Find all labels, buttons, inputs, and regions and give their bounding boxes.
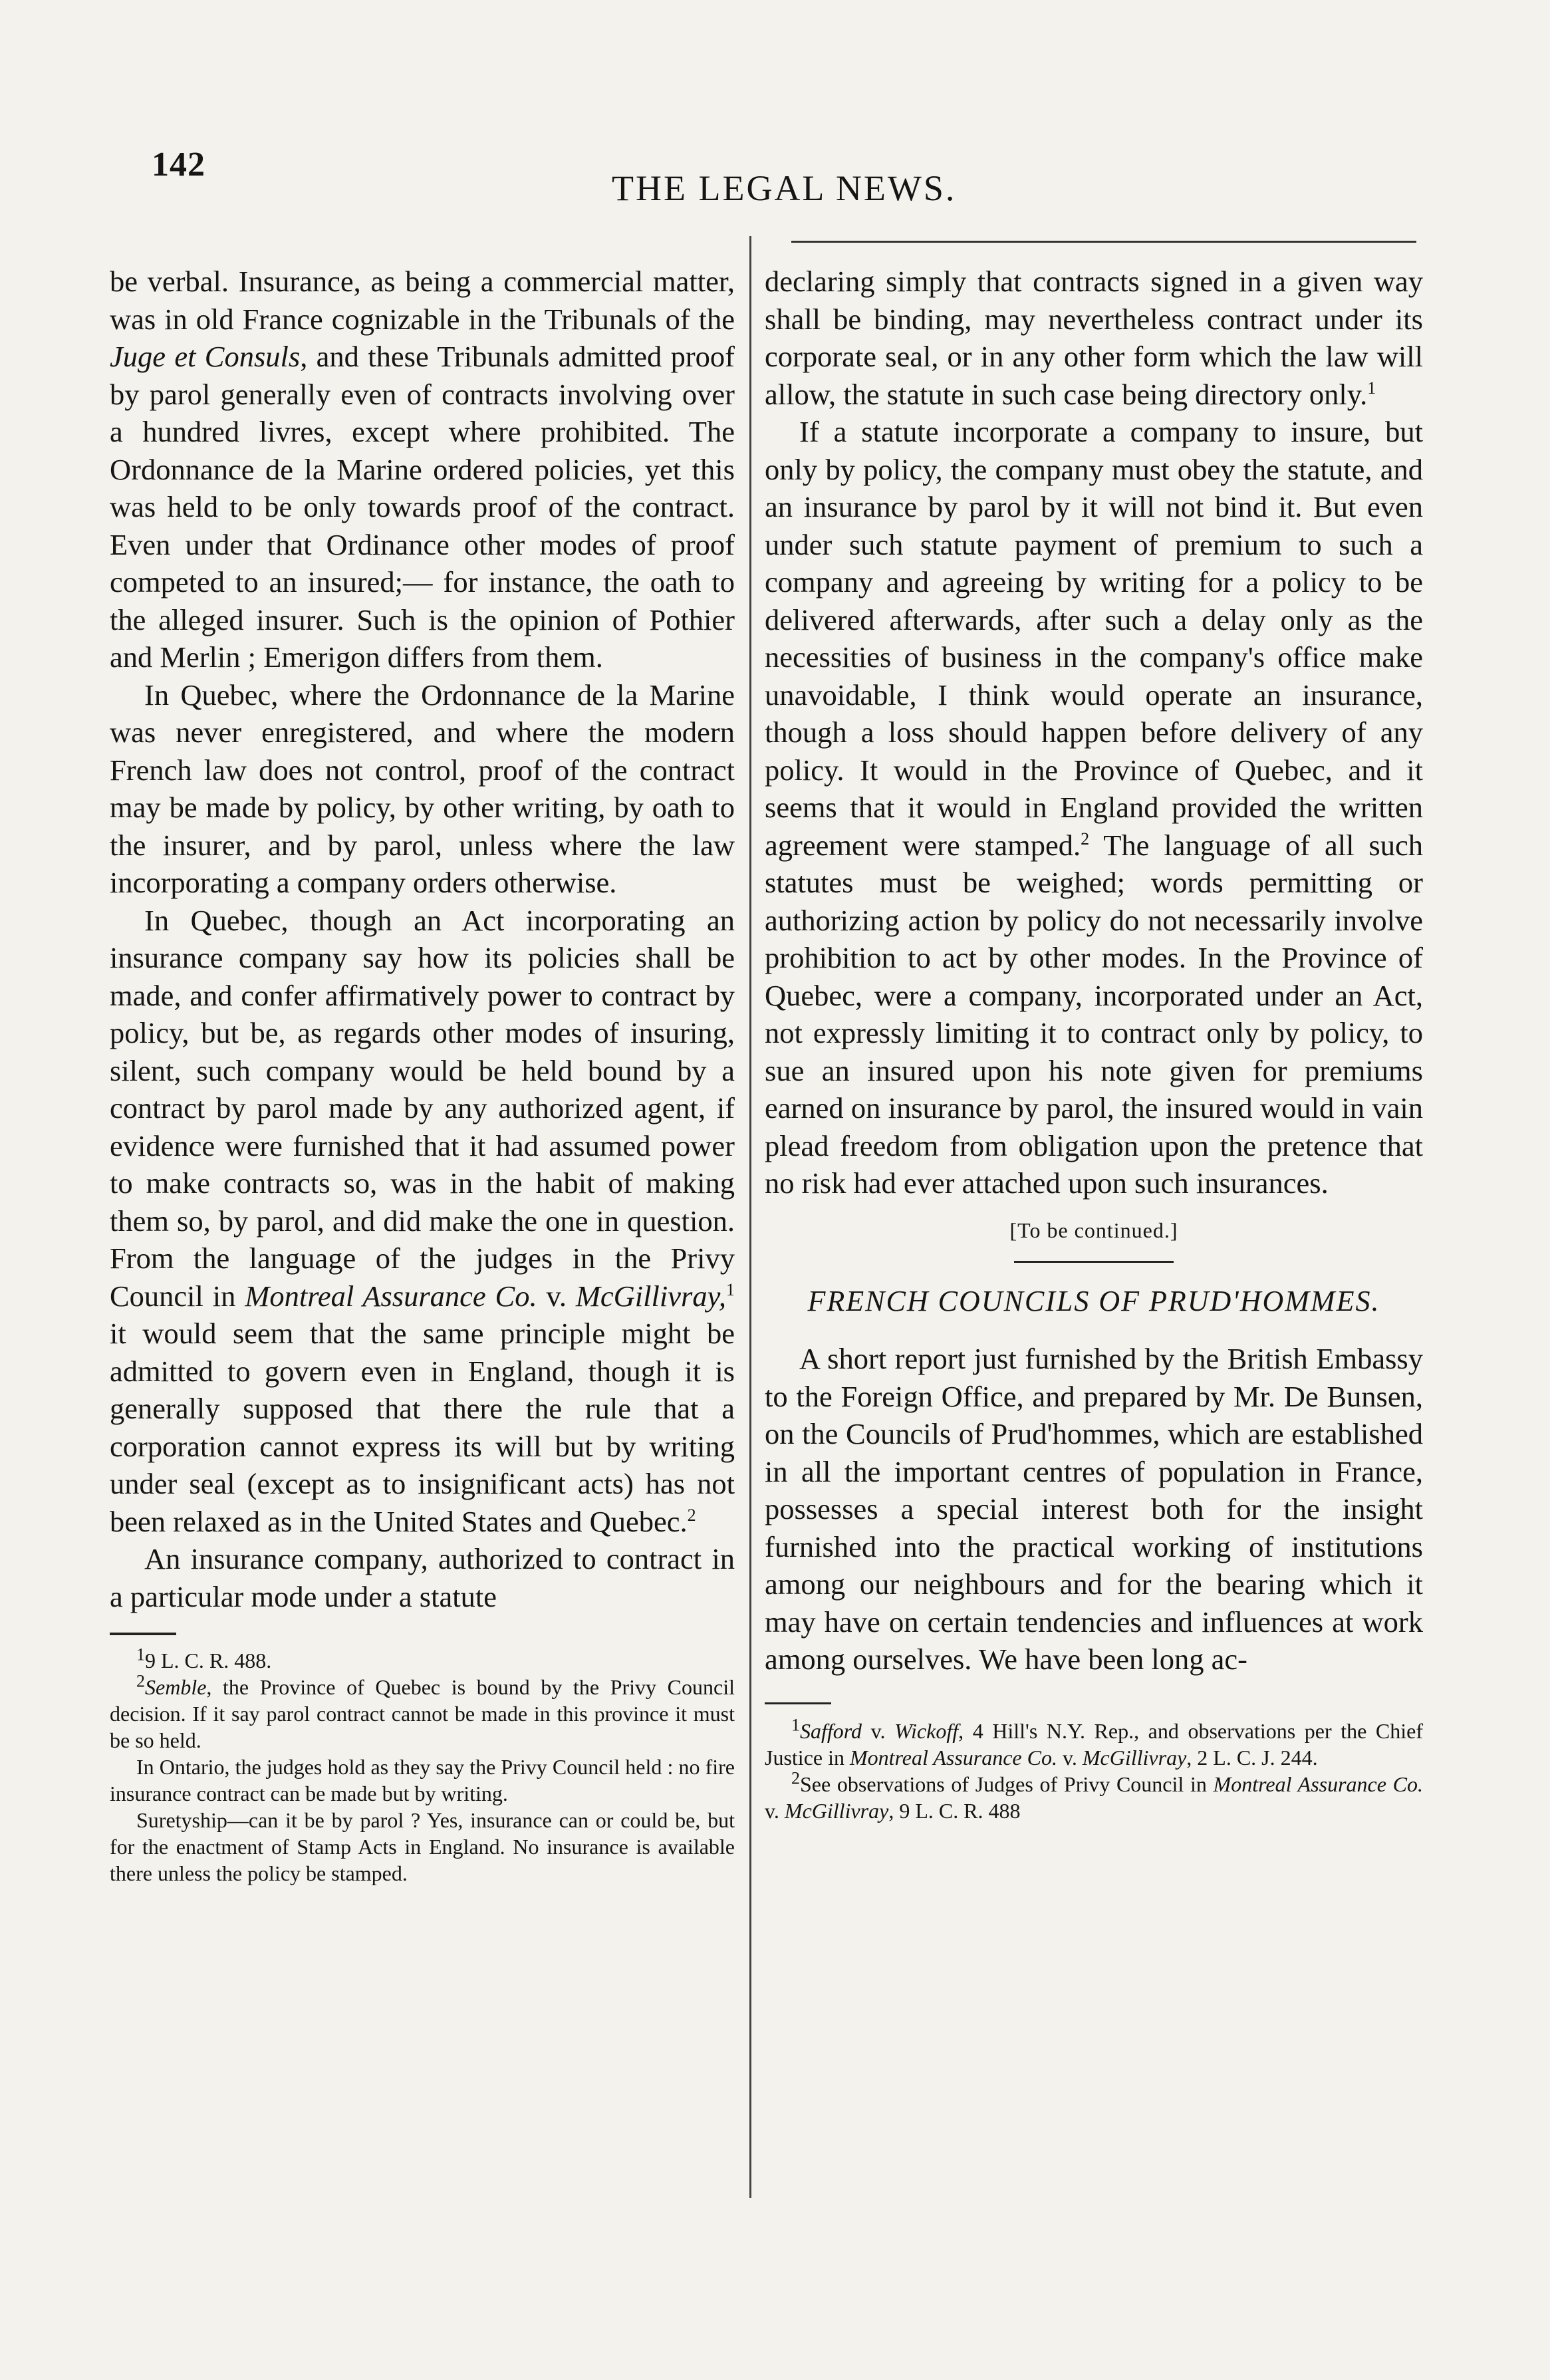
footnote-1: $^1$9 L. C. R. 488. xyxy=(136,1645,272,1672)
footnote-2-suretyship: Suretyship—can it be by parol ? Yes, insurance can or could be, but for the enactment of Stamp Acts in England. No insurance is available there unless the policy be stamped. xyxy=(110,1808,735,1885)
right-paragraph-3: A short report just furnished by the British Embassy to the Foreign Office, and prepared by Mr. De Bunsen, on the Councils of Prud'hommes, which are established in all the important centres of population in France, possesses a special interest both for the insight furnished into the practical working of institutions among our neighbours and for the bearing which it may have on certain tendencies and influences at work among ourselves. We have been long ac- xyxy=(765,1342,1423,1676)
right-paragraph-1: declaring simply that contracts signed in a given way shall be binding, may nevertheless contract under its corporate seal, or in any other form which the law will allow, the statute in such case being directory only.$^1$ xyxy=(765,265,1423,411)
right-footnote-1: $^1$Safford v. Wickoff, 4 Hill's N.Y. Rep., and observations per the Chief Justice in Montreal Assurance Co. v. McGillivray, 2 L. C. J. 244. xyxy=(765,1714,1424,1770)
page-number: 142 xyxy=(152,146,205,184)
right-column xyxy=(765,263,1423,1824)
footnote-rule-right xyxy=(765,1702,831,1704)
running-title: THE LEGAL NEWS. xyxy=(612,168,957,208)
section-heading: FRENCH COUNCILS OF PRUD'HOMMES. xyxy=(807,1285,1380,1317)
footnote-ref-2: 2 xyxy=(687,1505,696,1525)
left-paragraph-1: be verbal. Insurance, as being a commercial matter, was in old France cognizable in the Tribunals of the Juge et Consuls, and these Tribunals admitted proof by parol generally even of contracts involving over a hundred livres, except where prohibited. The Ordonnance de la Marine ordered policies, yet this was held to be only towards proof of the contract. Even under that Ordinance other modes of proof competed to an insured;— for instance, the oath to the alleged insurer. Such is the opinion of Pothier and Merlin ; Emerigon differs from them. xyxy=(110,265,735,674)
footnote-2-ontario: In Ontario, the judges hold as they say the Privy Council held : no fire insurance contract can be made but by writing. xyxy=(110,1755,735,1805)
footnote-2: $^2$Semble, the Province of Quebec is bound by the Privy Council decision. If it say parol contract cannot be made in this province it must be so held. xyxy=(110,1671,735,1752)
right-footnotes xyxy=(765,1714,1424,1824)
left-paragraph-4: An insurance company, authorized to contract in a particular mode under a statute xyxy=(110,1542,735,1613)
right-footnote-2: $^2$See observations of Judges of Privy Council in Montreal Assurance Co. v. McGillivray, 9 L. C. R. 488 xyxy=(765,1768,1424,1823)
footnote-ref-1: 1 xyxy=(726,1279,735,1299)
left-paragraph-2: In Quebec, where the Ordonnance de la Marine was never enregistered, and where the modern French law does not control, proof of the contract may be made by policy, by other writing, by oath to the insurer, and by parol, unless where the law incorporating a company orders otherwise. xyxy=(110,678,735,899)
column-divider xyxy=(749,236,751,2198)
left-paragraph-3: In Quebec, though an Act incorporating an insurance company say how its policies shall be made, and confer affirmatively power to contract by policy, but be, as regards other modes of insuring, silent, such company would be held bound by a contract by parol made by any authorized agent, if evidence were furnished that it had assumed power to make contracts so, was in the habit of making them so, by parol, and did make the one in question. From the language of the judges in the Privy Council in Montreal Assurance Co. v. McGillivray,$^1$ it would seem that the same principle might be admitted to govern even in England, though it is generally supposed that there the rule that a corporation cannot express its will but by writing under seal (except as to insignificant acts) has not been relaxed as in the United States and Quebec.$^2$ xyxy=(110,903,735,1538)
footnote-rule xyxy=(110,1633,176,1635)
left-footnotes xyxy=(110,1647,735,1887)
section-rule xyxy=(1014,1261,1174,1263)
left-column xyxy=(110,263,735,1887)
right-paragraph-2: If a statute incorporate a company to insure, but only by policy, the company must obey the statute, and an insurance by parol by it will not bind it. But even under such statute payment of premium to such a company and agreeing by writing for a policy to be delivered afterwards, after such a delay only as the necessities of business in the company's office make unavoidable, I think would operate an insurance, though a loss should happen before delivery of any policy. It would in the Province of Quebec, and it seems that it would in England provided the written agreement were stamped.$^2$ The language of all such statutes must be weighed; words permitting or authorizing action by policy do not necessarily involve prohibition to act by other modes. In the Province of Quebec, were a company, incorporated under an Act, not expressly limiting it to contract only by policy, to sue an insured upon his note given for premiums earned on insurance by parol, the insured would in vain plead freedom from obligation upon the pretence that no risk had ever attached upon such insurances. xyxy=(765,415,1423,1200)
continued-note: [To be continued.] xyxy=(1009,1218,1178,1242)
header-rule xyxy=(791,241,1416,243)
